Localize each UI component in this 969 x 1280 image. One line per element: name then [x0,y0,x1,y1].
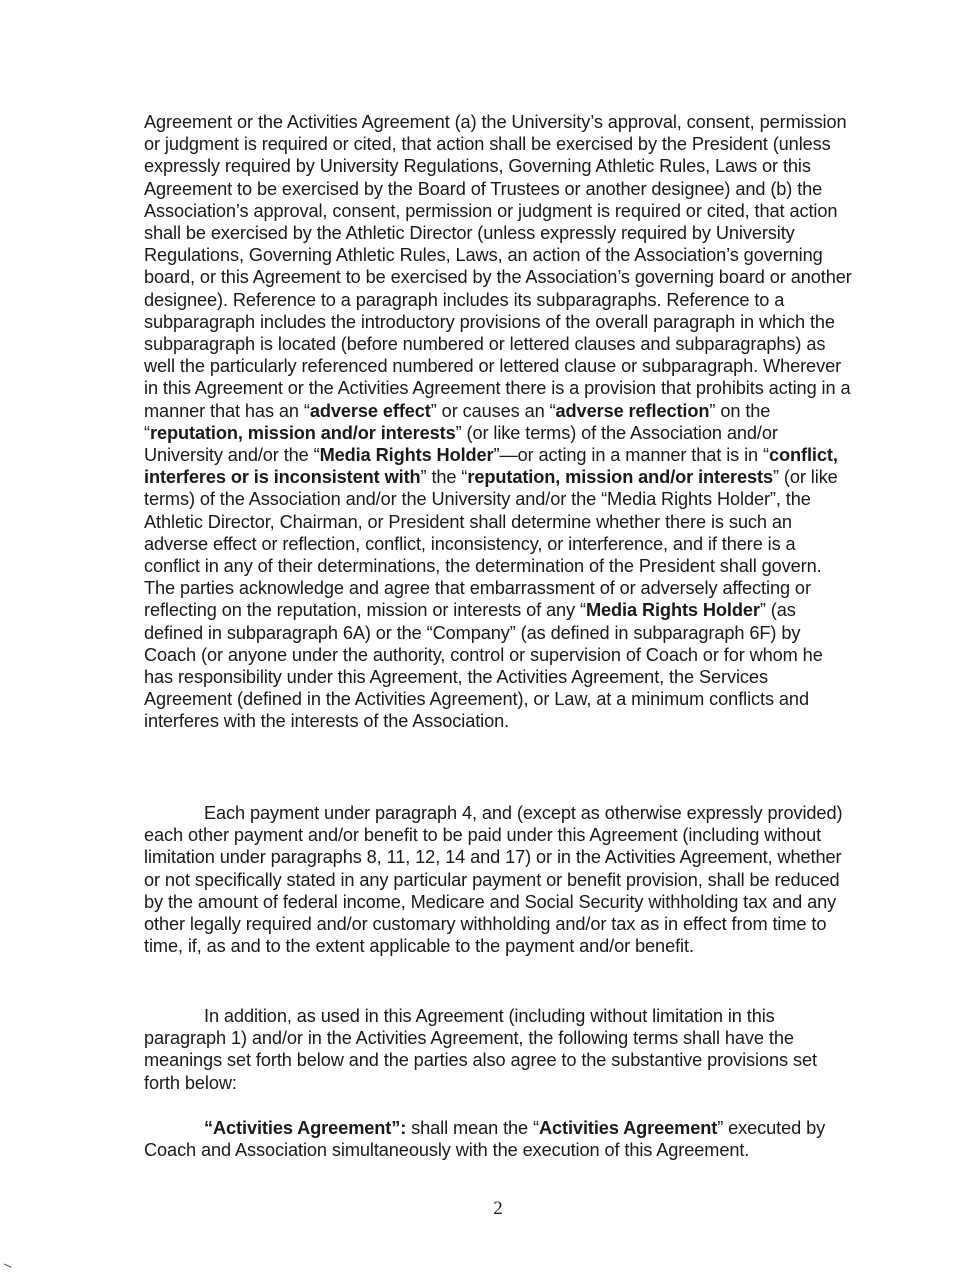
bold-term: adverse reflection [555,400,710,421]
text-segment: ” (or like terms) of the Association and/or University and/or the “ [144,422,778,466]
text-segment: ” or causes an “ [430,400,556,421]
bold-term: reputation, mission and/or interests [467,467,774,488]
page-number: 2 [493,1198,503,1219]
text-segment: ” on the “ [144,400,771,443]
defined-term: “Activities Agreement”: [204,1118,407,1138]
text-segment: ” the “ [420,467,468,488]
definition-text-a: shall mean the “ [406,1118,539,1138]
text-segment: ” (or like terms) of the Association and/or the University and/or the “Media Rights Holder”, the Athletic Director, Chairman, or President shall determine whether there is such an adverse effect or reflection, conflict, inconsistency, or interference, and if there is a conflict in any of their determinations, the determination of the President shall govern. The parties acknowledge and agree that embarrassment of or adversely affecting or reflecting on the reputation, mission or interests of any “ [144,467,838,621]
defined-term-reference: Activities Agreement [538,1118,718,1138]
bold-term: adverse effect [309,400,431,421]
text-segment: ” (as defined in subparagraph 6A) or the “Company” (as defined in subparagraph 6F) by Coach (or anyone under the authority, control or supervision of Coach or for whom he has responsibility under this Agreement, the Activities Agreement, the Services Agreement (defined in the Activities Agreement), or Law, at a minimum conflicts and interferes with the interests of the Association. [144,600,823,732]
definitions-paragraph [144,111,852,733]
bold-term: Media Rights Holder [319,445,494,466]
bold-term: Media Rights Holder [585,600,760,621]
text-segment: Agreement or the Activities Agreement (a) the University’s approval, consent, permission or judgment is required or cited, that action shall be exercised by the President (unless expressly required by University Regulations, Governing Athletic Rules, Laws or this Agreement to be exercised by the Board of Trustees or another designee) and (b) the Association’s approval, consent, permission or judgment is required or cited, that action shall be exercised by the Athletic Director (unless expressly required by University Regulations, Governing Athletic Rules, Laws, an action of the Association’s governing board, or this Agreement to be exercised by the Association’s governing board or another designee). Reference to a paragraph includes its subparagraphs. Reference to a subparagraph includes the introductory provisions of the overall paragraph in which the subparagraph is located (before numbered or lettered clauses and subparagraphs) as well the particularly referenced numbered or lettered clause or subparagraph. Wherever in this Agreement or the Activities Agreement there is a provision that prohibits acting in a manner that has an “ [144,112,852,421]
scan-mark [2,1264,11,1272]
terms-intro-paragraph: In addition, as used in this Agreement (including without limitation in this paragraph 1) and/or in the Activities Agreement, the following terms shall have the meanings set forth below and the parties also agree to the substantive provisions set forth below: [144,1006,817,1093]
definition-text-b: ” executed by Coach and Association simultaneously with the execution of this Agreement. [144,1118,826,1161]
bold-term: conflict, interferes or is inconsistent with [144,445,838,488]
withholding-paragraph: Each payment under paragraph 4, and (except as otherwise expressly provided) each other payment and/or benefit to be paid under this Agreement (including without limitation under paragraphs 8, 11, 12, 14 and 17) or in the Activities Agreement, whether or not specifically stated in any particular payment or benefit provision, shall be reduced by the amount of federal income, Medicare and Social Security withholding tax and any other legally required and/or customary withholding and/or tax as in effect from time to time, if, as and to the extent applicable to the payment and/or benefit. [144,803,843,957]
bold-term: reputation, mission and/or interests [149,422,456,443]
text-segment: ”—or acting in a manner that is in “ [493,445,769,466]
activities-agreement-definition [144,1117,852,1161]
